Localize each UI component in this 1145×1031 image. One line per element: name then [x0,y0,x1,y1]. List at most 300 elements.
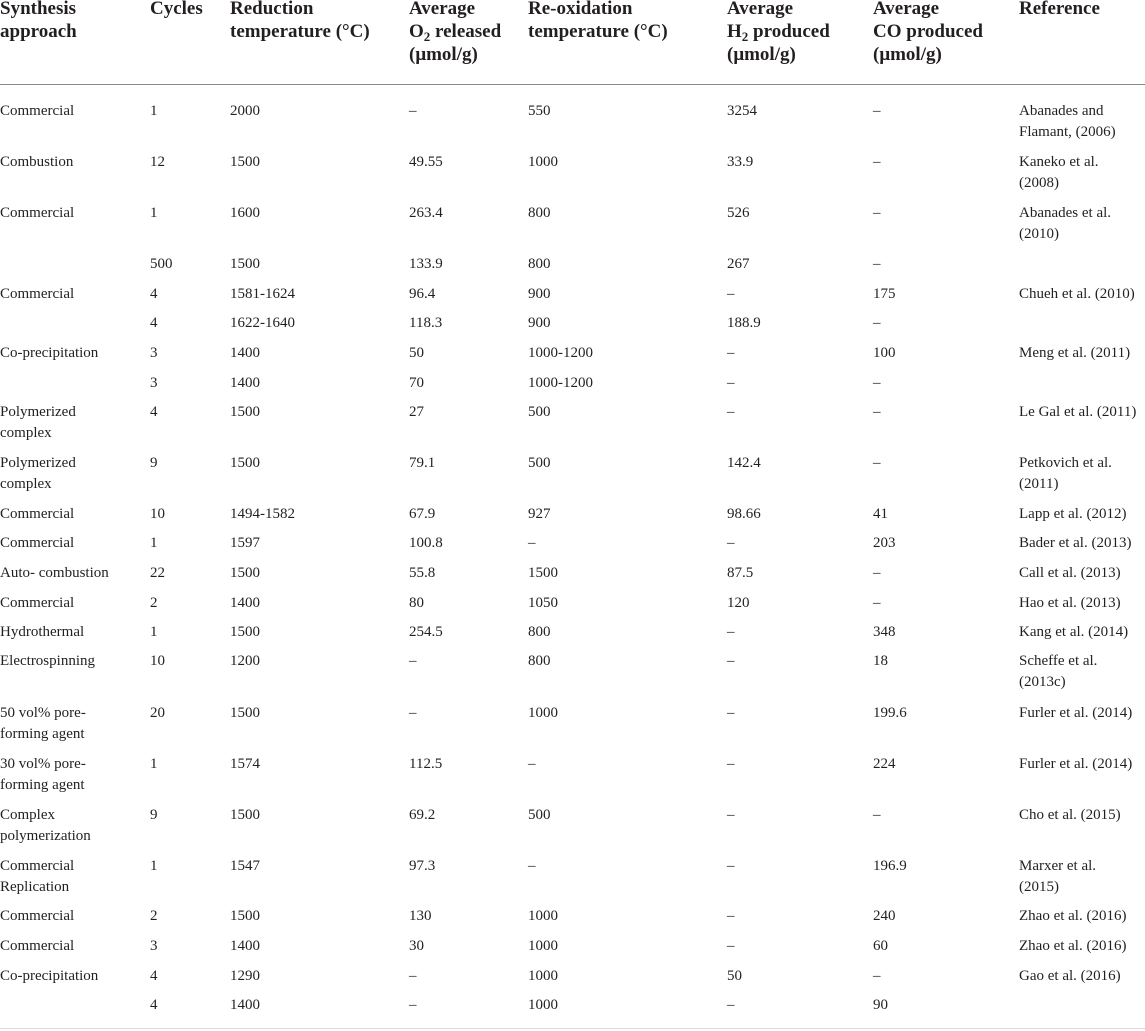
cell-line: 1 [150,624,158,640]
cell-synthesis-approach [0,966,98,987]
cell-reduction-temperature [230,651,260,672]
cell-line: – [409,997,417,1013]
cell-cycles [150,504,165,525]
cell-line: – [727,345,735,361]
cell-h2-produced [727,504,761,525]
cell-line: – [873,256,881,272]
cell-line: 1500 [230,404,260,420]
cell-reduction-temperature [230,754,260,775]
cell-reduction-temperature [230,563,260,584]
cell-co-produced [873,343,896,364]
cell-o2-released [409,906,432,927]
header-line: CO produced [873,21,983,42]
cell-synthesis-approach [0,651,95,672]
cell-line: Bader et al. (2013) [1019,535,1132,551]
cell-line: 1400 [230,375,260,391]
cell-line: Furler et al. (2014) [1019,705,1133,721]
cell-line: Commercial [0,286,75,302]
cell-line: 10 [150,653,165,669]
cell-h2-produced [727,453,761,474]
cell-line: – [528,858,536,874]
cell-line: Marxer et al. [1019,858,1097,874]
cell-line: 1500 [230,705,260,721]
cell-h2-produced [727,373,735,394]
cell-line: Zhao et al. (2016) [1019,908,1127,924]
cell-line: (2013c) [1019,674,1066,690]
cell-reduction-temperature [230,313,295,334]
header-synthesis-approach [0,0,77,43]
cell-synthesis-approach [0,284,74,305]
cell-reoxidation-temperature [528,504,551,525]
cell-co-produced [873,373,881,394]
cell-line: 1 [150,858,158,874]
cell-reduction-temperature [230,703,260,724]
cell-cycles [150,313,158,334]
cell-line: 3254 [727,103,757,119]
cell-line: Electrospinning [0,653,95,669]
cell-line: 18 [873,653,888,669]
cell-o2-released [409,754,442,775]
cell-cycles [150,936,158,957]
header-line: (μmol/g) [873,44,942,65]
header-average-co-produced [873,0,983,66]
cell-reference [1019,651,1097,693]
cell-line: 1000 [528,968,558,984]
cell-o2-released [409,563,435,584]
header-line: $H_2$ produced [727,21,830,44]
cell-line: Complex [0,807,55,823]
cell-line: 69.2 [409,807,436,823]
cell-line: polymerization [0,828,91,844]
cell-cycles [150,622,158,643]
cell-line: (2010) [1019,226,1059,242]
cell-cycles [150,533,158,554]
cell-line: – [873,375,881,391]
cell-line: 1500 [230,256,260,272]
cell-cycles [150,856,158,877]
cell-synthesis-approach [0,203,74,224]
cell-reoxidation-temperature [528,651,551,672]
cell-line: 41 [873,506,888,522]
header-reduction-temperature [230,0,370,43]
cell-o2-released [409,373,424,394]
cell-reduction-temperature [230,203,260,224]
cell-line: Auto- combustion [0,565,109,581]
cell-cycles [150,453,158,474]
cell-line: 500 [150,256,173,272]
cell-line: 27 [409,404,424,420]
cell-reduction-temperature [230,805,260,826]
cell-line: 1290 [230,968,260,984]
cell-co-produced [873,856,907,877]
cell-reoxidation-temperature [528,754,536,775]
cell-synthesis-approach [0,754,86,796]
cell-cycles [150,563,165,584]
cell-reduction-temperature [230,856,260,877]
cell-line: Co-precipitation [0,345,99,361]
cell-reference [1019,936,1126,957]
cell-co-produced [873,402,881,423]
cell-line: – [727,286,735,302]
cell-line: forming agent [0,777,85,793]
cell-line: Polymerized [0,404,76,420]
cell-line: 1597 [230,535,260,551]
cell-h2-produced [727,101,757,122]
cell-line: Commercial [0,858,75,874]
cell-line: Hydrothermal [0,624,85,640]
cell-reoxidation-temperature [528,402,551,423]
cell-line: 500 [528,404,551,420]
cell-synthesis-approach [0,622,84,643]
cell-o2-released [409,152,443,173]
cell-line: 254.5 [409,624,443,640]
cell-line: 500 [528,807,551,823]
cell-o2-released [409,703,417,724]
cell-line: Cho et al. (2015) [1019,807,1121,823]
cell-line: 2000 [230,103,260,119]
cell-line: Commercial [0,908,75,924]
cell-line: Furler et al. (2014) [1019,756,1133,772]
cell-line: 2 [150,595,158,611]
cell-reduction-temperature [230,152,260,173]
cell-cycles [150,906,158,927]
cell-reoxidation-temperature [528,906,558,927]
cell-line: 500 [528,455,551,471]
cell-line: Gao et al. (2016) [1019,968,1121,984]
cell-line: 60 [873,938,888,954]
cell-reoxidation-temperature [528,453,551,474]
cell-reduction-temperature [230,101,260,122]
cell-line: – [727,404,735,420]
cell-o2-released [409,343,424,364]
cell-line: 1 [150,103,158,119]
cell-line: 1500 [230,565,260,581]
cell-line: Flamant, (2006) [1019,124,1116,140]
cell-line: 112.5 [409,756,443,772]
cell-reference [1019,563,1121,584]
cell-co-produced [873,966,881,987]
cell-o2-released [409,254,443,275]
cell-reoxidation-temperature [528,593,558,614]
cell-synthesis-approach [0,805,91,847]
cell-line: 4 [150,315,158,331]
bottom-rule [0,1028,1145,1029]
cell-o2-released [409,313,442,334]
cell-co-produced [873,593,881,614]
cell-h2-produced [727,622,735,643]
cell-reoxidation-temperature [528,254,551,275]
cell-cycles [150,203,158,224]
cell-cycles [150,152,165,173]
cell-line: 4 [150,968,158,984]
cell-h2-produced [727,254,750,275]
cell-o2-released [409,995,417,1016]
cell-cycles [150,402,158,423]
cell-reference [1019,402,1136,423]
cell-reference [1019,703,1132,724]
cell-line: 267 [727,256,750,272]
cell-line: Kaneko et al. [1019,154,1099,170]
cell-line: Abanades et al. [1019,205,1112,221]
header-line: Reduction [230,0,314,19]
cell-reoxidation-temperature [528,622,551,643]
cell-line: Co-precipitation [0,968,99,984]
cell-line: 1400 [230,595,260,611]
cell-reduction-temperature [230,504,295,525]
header-line: Average [727,0,794,19]
cell-reduction-temperature [230,966,260,987]
cell-h2-produced [727,805,735,826]
cell-h2-produced [727,533,735,554]
cell-line: 142.4 [727,455,761,471]
cell-line: 1000-1200 [528,345,593,361]
cell-cycles [150,284,158,305]
cell-line: 55.8 [409,565,436,581]
cell-reoxidation-temperature [528,343,593,364]
cell-line: – [873,404,881,420]
cell-reduction-temperature [230,533,260,554]
cell-line: 240 [873,908,896,924]
cell-line: Kang et al. (2014) [1019,624,1129,640]
cell-line: – [873,154,881,170]
cell-synthesis-approach [0,936,74,957]
cell-h2-produced [727,563,753,584]
cell-o2-released [409,856,435,877]
cell-o2-released [409,533,443,554]
cell-cycles [150,373,158,394]
header-line: (μmol/g) [727,44,796,65]
cell-reoxidation-temperature [528,936,558,957]
cell-line: 1000 [528,154,558,170]
cell-line: complex [0,425,52,441]
cell-line: 98.66 [727,506,761,522]
cell-line: – [727,807,735,823]
cell-line: 4 [150,286,158,302]
cell-reference [1019,101,1116,143]
cell-co-produced [873,622,896,643]
cell-co-produced [873,533,896,554]
cell-line: 33.9 [727,154,754,170]
cell-cycles [150,995,158,1016]
cell-line: 79.1 [409,455,436,471]
cell-h2-produced [727,203,750,224]
cell-line: 1600 [230,205,260,221]
cell-co-produced [873,805,881,826]
cell-cycles [150,805,158,826]
cell-synthesis-approach [0,593,74,614]
header-line: Re-oxidation [528,0,633,19]
header-line: approach [0,21,77,42]
cell-line: 1400 [230,938,260,954]
cell-cycles [150,703,165,724]
cell-line: 49.55 [409,154,443,170]
cell-line: 196.9 [873,858,907,874]
cell-line: 927 [528,506,551,522]
cell-reduction-temperature [230,453,260,474]
cell-reference [1019,453,1112,495]
cell-cycles [150,966,158,987]
cell-h2-produced [727,995,735,1016]
cell-reduction-temperature [230,343,260,364]
cell-h2-produced [727,593,750,614]
cell-reoxidation-temperature [528,995,558,1016]
cell-line: – [409,705,417,721]
cell-reduction-temperature [230,373,260,394]
cell-line: – [873,315,881,331]
cell-line: – [727,624,735,640]
cell-co-produced [873,995,888,1016]
cell-line: Commercial [0,938,75,954]
cell-synthesis-approach [0,563,109,584]
cell-line: – [727,653,735,669]
cell-reference [1019,593,1121,614]
cell-line: 133.9 [409,256,443,272]
header-line: temperature (°C) [528,21,668,42]
cell-line: 4 [150,404,158,420]
cell-o2-released [409,651,417,672]
cell-reference [1019,805,1121,826]
cell-line: 1050 [528,595,558,611]
cell-line: Zhao et al. (2016) [1019,938,1127,954]
cell-reoxidation-temperature [528,533,536,554]
cell-h2-produced [727,343,735,364]
header-average-o2-released [409,0,501,66]
cell-line: 50 vol% pore- [0,705,86,721]
cell-line: 1500 [230,807,260,823]
cell-line: Commercial [0,506,75,522]
cell-line: 96.4 [409,286,436,302]
cell-line: Commercial [0,535,75,551]
cell-line: – [727,938,735,954]
cell-reference [1019,152,1099,194]
cell-line: – [528,756,536,772]
cell-line: – [873,968,881,984]
cell-line: 1 [150,756,158,772]
header-reoxidation-temperature [528,0,668,43]
header-line: (μmol/g) [409,44,478,65]
cell-line: – [873,565,881,581]
cell-synthesis-approach [0,856,74,898]
cell-line: 1000 [528,938,558,954]
cell-reoxidation-temperature [528,856,536,877]
cell-line: 97.3 [409,858,436,874]
cell-reduction-temperature [230,995,260,1016]
cell-line: 80 [409,595,424,611]
cell-co-produced [873,313,881,334]
cell-synthesis-approach [0,453,76,495]
cell-reoxidation-temperature [528,313,551,334]
cell-line: 1000 [528,908,558,924]
cell-line: 800 [528,624,551,640]
cell-reference [1019,856,1096,898]
cell-co-produced [873,651,888,672]
cell-cycles [150,343,158,364]
cell-line: 900 [528,315,551,331]
cell-h2-produced [727,313,761,334]
cell-line: 1547 [230,858,260,874]
cell-h2-produced [727,936,735,957]
cell-cycles [150,651,165,672]
cell-line: – [873,807,881,823]
cell-line: Call et al. (2013) [1019,565,1121,581]
cell-co-produced [873,453,881,474]
cell-line: 1 [150,205,158,221]
cell-line: 1500 [528,565,558,581]
cell-line: 9 [150,455,158,471]
cell-o2-released [409,966,417,987]
cell-line: 100.8 [409,535,443,551]
cell-line: Commercial [0,205,75,221]
cell-reference [1019,533,1131,554]
cell-co-produced [873,936,888,957]
cell-line: Abanades and [1019,103,1104,119]
cell-o2-released [409,805,435,826]
cell-line: 2 [150,908,158,924]
cell-line: 1200 [230,653,260,669]
cell-line: Le Gal et al. (2011) [1019,404,1137,420]
cell-line: 263.4 [409,205,443,221]
cell-h2-produced [727,402,735,423]
cell-line: 3 [150,938,158,954]
cell-line: 4 [150,997,158,1013]
cell-co-produced [873,101,881,122]
cell-o2-released [409,936,424,957]
cell-line: – [528,535,536,551]
header-line: Synthesis [0,0,77,19]
cell-reoxidation-temperature [528,563,558,584]
cell-line: 1494-1582 [230,506,295,522]
cell-reoxidation-temperature [528,284,551,305]
cell-line: Replication [0,879,70,895]
cell-h2-produced [727,152,753,173]
cell-line: – [727,375,735,391]
cell-reoxidation-temperature [528,805,551,826]
cell-reference [1019,203,1111,245]
cell-line: 224 [873,756,896,772]
cell-line: (2011) [1019,476,1059,492]
cell-h2-produced [727,966,742,987]
cell-co-produced [873,906,896,927]
cell-h2-produced [727,651,735,672]
cell-line: Scheffe et al. [1019,653,1098,669]
cell-line: 30 vol% pore- [0,756,86,772]
cell-reference [1019,622,1128,643]
cell-line: 203 [873,535,896,551]
cell-co-produced [873,563,881,584]
cell-line: Polymerized [0,455,76,471]
cell-cycles [150,254,173,275]
cell-reference [1019,906,1126,927]
cell-line: 1500 [230,624,260,640]
cell-reference [1019,754,1132,775]
cell-o2-released [409,203,443,224]
cell-line: (2015) [1019,879,1059,895]
cell-reoxidation-temperature [528,203,551,224]
cell-line: Meng et al. (2011) [1019,345,1131,361]
cell-o2-released [409,593,424,614]
cell-line: – [873,103,881,119]
header-average-h2-produced [727,0,830,66]
cell-line: 67.9 [409,506,436,522]
cell-line: 175 [873,286,896,302]
cell-line: 20 [150,705,165,721]
cell-line: – [727,756,735,772]
cell-o2-released [409,402,424,423]
cell-synthesis-approach [0,703,86,745]
cell-line: 100 [873,345,896,361]
cell-co-produced [873,152,881,173]
cell-line: 1400 [230,997,260,1013]
